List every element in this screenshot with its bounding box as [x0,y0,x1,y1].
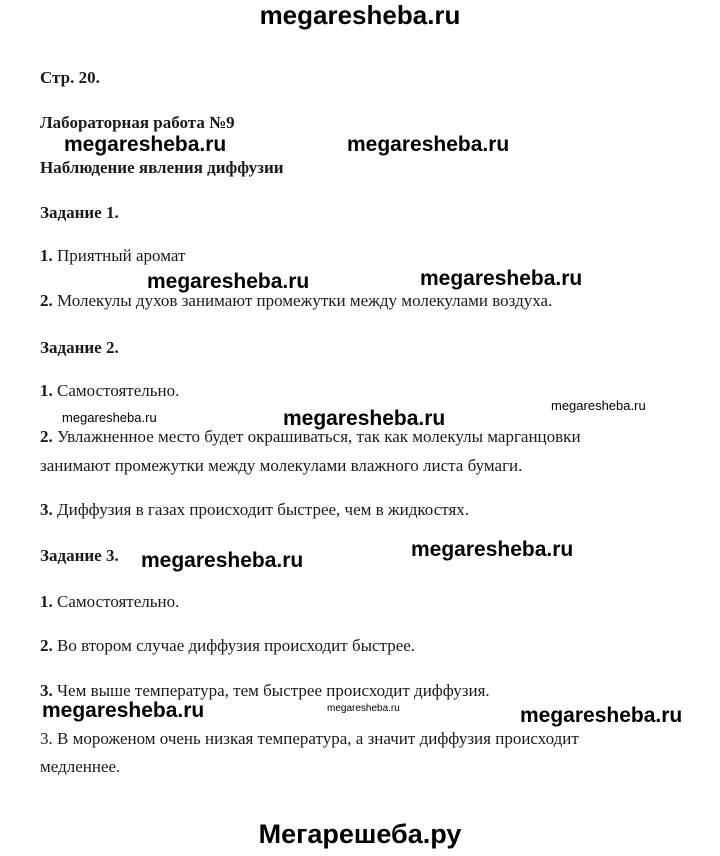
task-2-title: Задание 2. [40,338,119,357]
watermark: megaresheba.ru [141,549,304,572]
task-2-item-1 [40,381,179,401]
item-text: Самостоятельно. [57,381,180,400]
item-number: 3. [40,681,53,700]
watermark: megaresheba.ru [420,267,583,290]
task-1-item-2 [40,291,552,311]
task-1-title: Задание 1. [40,203,119,222]
watermark: megaresheba.ru [520,704,683,727]
task-3-extra-line: 3. В мороженом очень низкая температура, а значит диффузия происходит [40,729,579,748]
watermark: megaresheba.ru [327,703,400,714]
item-number: 3. [40,500,53,519]
task-2-item-3 [40,500,469,520]
watermark: megaresheba.ru [42,699,205,722]
task-3-item-1 [40,592,179,612]
watermark: megaresheba.ru [411,538,574,561]
watermark: megaresheba.ru [147,270,310,293]
watermark: megaresheba.ru [551,398,646,413]
task-3-title: Задание 3. [40,546,119,565]
watermark: megaresheba.ru [64,133,227,156]
item-text: Во втором случае диффузия происходит быстрее. [57,636,416,655]
task-2-item-2-continuation: занимают промежутки между молекулами влажного листа бумаги. [40,456,523,475]
task-3-item-2 [40,636,415,656]
task-3-extra-continuation: медленнее. [40,757,121,776]
item-text: Диффузия в газах происходит быстрее, чем в жидкостях. [57,500,470,519]
item-number: 1. [40,592,53,611]
item-number: 2. [40,291,53,310]
item-number: 2. [40,427,53,446]
watermark: megaresheba.ru [347,133,510,156]
item-number: 1. [40,381,53,400]
site-footer: Мегарешеба.ру [258,819,462,849]
item-text: Увлажненное место будет окрашиваться, так как молекулы марганцовки [57,427,581,446]
item-text: Самостоятельно. [57,592,180,611]
item-number: 2. [40,636,53,655]
task-3-item-3 [40,681,490,701]
page-reference: Стр. 20. [40,68,100,87]
item-text: Молекулы духов занимают промежутки между молекулами воздуха. [57,291,553,310]
watermark: megaresheba.ru [62,410,157,425]
item-text: Приятный аромат [57,246,186,265]
item-text: Чем выше температура, тем быстрее происходит диффузия. [57,681,490,700]
lab-title: Лабораторная работа №9 [40,113,235,132]
watermark: megaresheba.ru [283,407,446,430]
lab-subtitle: Наблюдение явления диффузии [40,158,284,177]
site-header: megaresheba.ru [259,0,461,30]
item-number: 1. [40,246,53,265]
task-1-item-1 [40,246,185,266]
